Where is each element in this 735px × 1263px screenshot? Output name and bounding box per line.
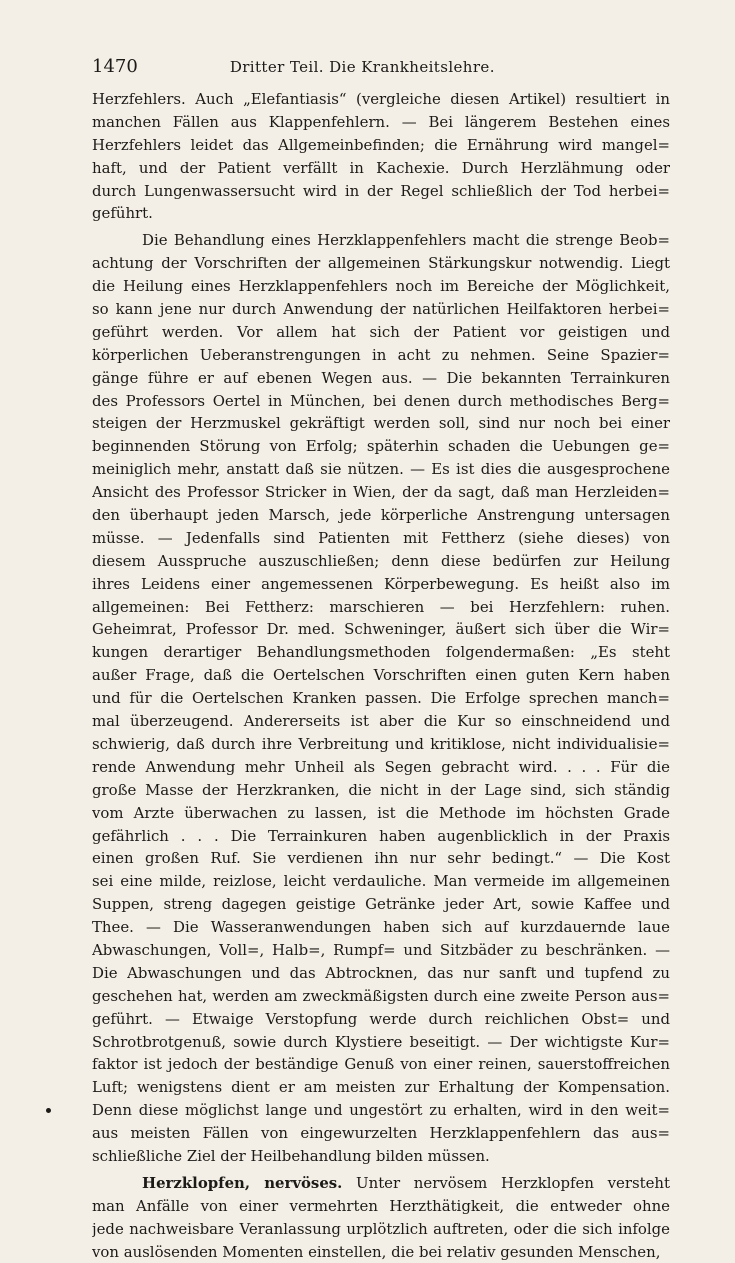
text-line: manchen Fällen aus Klappenfehlern. — Bei längerem Bestehen eines: [92, 112, 670, 131]
text-line: einen großen Ruf. Sie verdienen ihn nur sehr bedingt.“ — Die Kost: [92, 849, 670, 868]
text-line: geschehen hat, werden am zweckmäßigsten durch eine zweite Person aus=: [92, 986, 670, 1005]
text-line: jede nachweisbare Veranlassung urplötzlich auftreten, oder die sich infolge: [92, 1219, 670, 1238]
book-page: [92, 56, 670, 1263]
text-line: den überhaupt jeden Marsch, jede körperliche Anstrengung untersagen: [92, 506, 670, 525]
text-line: allgemeinen: Bei Fettherz: marschieren — bei Herzfehlern: ruhen.: [92, 597, 670, 616]
text-line: meiniglich mehr, anstatt daß sie nützen. — Es ist dies die ausgesprochene: [92, 460, 670, 479]
text-line: achtung der Vorschriften der allgemeinen Stärkungskur notwendig. Liegt: [92, 254, 670, 273]
text-line: Die Abwaschungen und das Abtrocknen, das nur sanft und tupfend zu: [92, 963, 670, 982]
text-line: diesem Ausspruche auszuschließen; denn diese bedürfen zur Heilung: [92, 551, 670, 570]
text-line: Ansicht des Professor Stricker in Wien, der da sagt, daß man Herzleiden=: [92, 483, 670, 502]
text-line: Denn diese möglichst lange und ungestört zu erhalten, wird in den weit=: [92, 1101, 670, 1120]
text-line: geführt. — Etwaige Verstopfung werde durch reichlichen Obst= und: [92, 1009, 670, 1028]
text-line: Schrotbrotgenuß, sowie durch Klystiere beseitigt. — Der wichtigste Kur=: [92, 1032, 670, 1051]
text-line: faktor ist jedoch der beständige Genuß von einer reinen, sauerstoffreichen: [92, 1055, 670, 1074]
text-line: gefährlich . . . Die Terrainkuren haben augenblicklich in der Praxis: [92, 826, 670, 845]
text-line: geführt.: [92, 204, 153, 223]
text-line: man Anfälle von einer vermehrten Herzthätigkeit, die entweder ohne: [92, 1196, 670, 1215]
text-line: Herzfehlers leidet das Allgemeinbefinden; die Ernährung wird mangel=: [92, 135, 670, 154]
text-line: steigen der Herzmuskel gekräftigt werden soll, sind nur noch bei einer: [92, 414, 670, 433]
text-line: mal überzeugend. Andererseits ist aber die Kur so einschneidend und: [92, 712, 670, 731]
section-heading: Herzklopfen, nervöses.: [142, 1173, 343, 1192]
text-line: Die Behandlung eines Herzklappenfehlers macht die strenge Beob=: [142, 231, 670, 250]
text-line: Thee. — Die Wasseranwendungen haben sich auf kurzdauernde laue: [92, 918, 670, 937]
margin-mark: [46, 1108, 51, 1113]
text-line: sei eine milde, reizlose, leicht verdauliche. Man vermeide im allgemeinen: [92, 872, 670, 891]
text-line: geführt werden. Vor allem hat sich der Patient vor geistigen und: [92, 322, 670, 341]
text-line: und für die Oertelschen Kranken passen. Die Erfolge sprechen manch=: [92, 689, 670, 708]
text-line: rende Anwendung mehr Unheil als Segen gebracht wird. . . . Für die: [92, 757, 670, 776]
text-line: Abwaschungen, Voll=, Halb=, Rumpf= und Sitzbäder zu beschränken. —: [92, 940, 670, 959]
text-line: schwierig, daß durch ihre Verbreitung und kritiklose, nicht individualisie=: [92, 734, 670, 753]
body-text: [92, 88, 670, 1263]
text-line: Herzfehlers. Auch „Elefantiasis“ (vergleiche diesen Artikel) resultiert in: [92, 90, 670, 108]
paragraph: [92, 229, 670, 1168]
text-line: Luft; wenigstens dient er am meisten zur Erhaltung der Kompensation.: [92, 1078, 670, 1097]
text-line: ihres Leidens einer angemessenen Körperbewegung. Es heißt also im: [92, 574, 670, 593]
text-line: aus meisten Fällen von eingewurzelten Herzklappenfehlern das aus=: [92, 1124, 670, 1143]
text-line: des Professors Oertel in München, bei denen durch methodisches Berg=: [92, 391, 670, 410]
text-line: müsse. — Jedenfalls sind Patienten mit Fettherz (siehe dieses) von: [92, 528, 670, 547]
text-line: haft, und der Patient verfällt in Kachexie. Durch Herzlähmung oder: [92, 158, 670, 177]
text-line: Herzklopfen, nervöses. Unter nervösem Herzklopfen versteht: [142, 1173, 670, 1192]
paragraph: [92, 1172, 670, 1263]
page-header: [92, 56, 670, 86]
text-line: Suppen, streng dagegen geistige Getränke jeder Art, sowie Kaffee und: [92, 895, 670, 914]
text-line: große Masse der Herzkranken, die nicht in der Lage sind, sich ständig: [92, 780, 670, 799]
text-line: beginnenden Störung von Erfolg; späterhin schaden die Uebungen ge=: [92, 437, 670, 456]
text-line: gänge führe er auf ebenen Wegen aus. — Die bekannten Terrainkuren: [92, 368, 670, 387]
text-line: durch Lungenwassersucht wird in der Regel schließlich der Tod herbei=: [92, 181, 670, 200]
text-line: außer Frage, daß die Oertelschen Vorschriften einen guten Kern haben: [92, 666, 670, 685]
page-number: 1470: [92, 56, 138, 77]
text-line: Geheimrat, Professor Dr. med. Schweninger, äußert sich über die Wir=: [92, 620, 670, 639]
text-line: die Heilung eines Herzklappenfehlers noch im Bereiche der Möglichkeit,: [92, 277, 670, 296]
text-line: körperlichen Ueberanstrengungen in acht zu nehmen. Seine Spazier=: [92, 345, 670, 364]
text-line: so kann jene nur durch Anwendung der natürlichen Heilfaktoren herbei=: [92, 300, 670, 319]
text-line: kungen derartiger Behandlungsmethoden folgendermaßen: „Es steht: [92, 643, 670, 662]
text-line: von auslösenden Momenten einstellen, die bei relativ gesunden Menschen,: [92, 1242, 661, 1261]
paragraph: [92, 88, 670, 225]
running-head: Dritter Teil. Die Krankheitslehre.: [229, 58, 495, 76]
text-line: vom Arzte überwachen zu lassen, ist die Methode im höchsten Grade: [92, 803, 670, 822]
text-line: schließliche Ziel der Heilbehandlung bilden müssen.: [92, 1146, 490, 1165]
